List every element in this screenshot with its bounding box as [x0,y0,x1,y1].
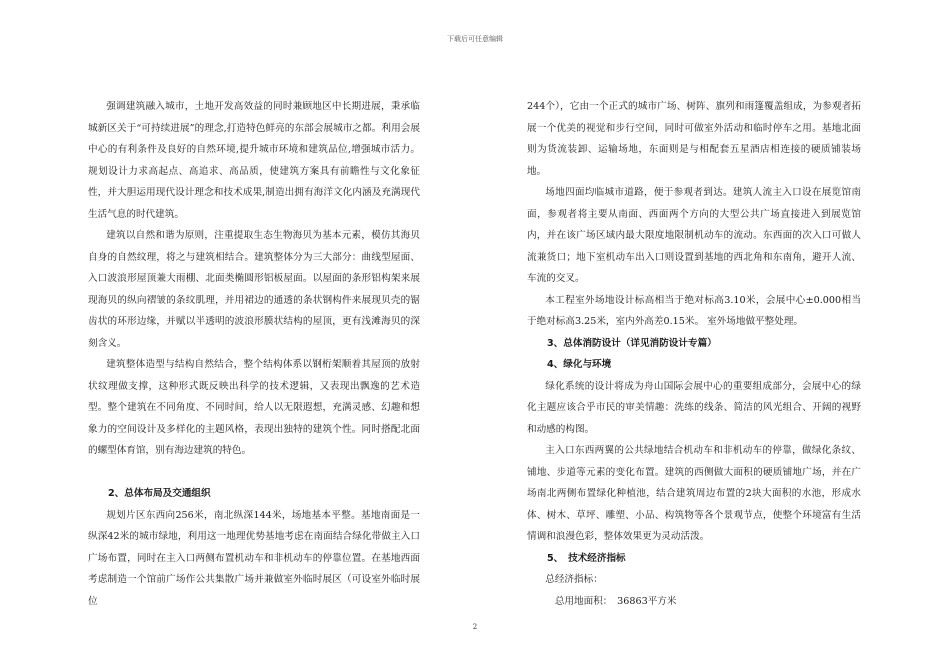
page-number: 2 [472,623,478,631]
heading-fire-protection: 3、总体消防设计（详见消防设计专篇） [547,337,717,349]
paragraph-landscape: 主入口东西两翼的公共绿地结合机动车和非机动车的停靠，做绿化条纹、铺地、步道等元素的变化布置。建筑的西侧做大面积的硬质铺地广场，并在广场南北两侧布置绿化种植池，结合建筑周边布置的2块大面积的水池，形成水体、树木、草坪、雕塑、小品、构筑物等各个景观节点，使整个环境富有生活情调和浪漫色彩，整体效果更为灵动活泼。 [527,445,861,542]
heading-greening: 4、绿化与环境 [547,359,612,370]
paragraph-structure: 建筑整体造型与结构自然结合，整个结构体系以钢桁架顺着其屋顶的放射状纹理做支撑，这种形式既反映出科学的技术逻辑，又表现出飘逸的艺术造型。整个建筑在不同角度、不同时间，给人以无限遐想，充满灵感、幻趣和想象力的空间设计及多样化的主题风格，表现出独特的建筑个性。同时搭配北面的螺型体育馆，别有海边建筑的特色。 [88,359,420,456]
paragraph-greening-theme: 绿化系统的设计将成为舟山国际会展中心的重要组成部分，会展中心的绿化主题应该合乎市民的审美情趣：洗练的线条、简洁的风光组合、开阔的视野和动感的构图。 [527,380,861,435]
heading-layout-traffic: 2、总体布局及交通组织 [108,488,211,499]
header-watermark: 下载后可任意编辑 [447,35,503,43]
paragraph-shell-form: 建筑以自然和谐为原则，注重提取生态生物海贝为基本元素，模仿其海贝自身的自然纹理，将之与建筑相结合。建筑整体分为三大部分：曲线型屋面、入口波浪形屋顶兼大雨棚、北面类椭圆形铝板屋面。以屋面的条形铝构架来展现海贝的纵向褶皱的条纹肌理，并用裙边的通透的条状钢构件来展现贝壳的锯齿状的环形边缘，并赋以半透明的波浪形膜状结构的屋顶，更有浅滩海贝的深刻含义。 [88,230,420,349]
paragraph-elevation: 本工程室外场地设计标高相当于绝对标高3.10米，会展中心±0.000相当于绝对标高3.25米，室内外高差0.15米。 室外场地做平整处理。 [527,294,861,327]
right-column [527,96,861,612]
heading-technical-indicators: 5、 技术经济指标 [547,552,626,564]
paragraph-access: 场地四面均临城市道路，便于参观者到达。建筑人流主入口设在展览馆南面，参观者将主要从南面、西面两个方向的大型公共广场直接进入到展览馆内，并在该广场区域内最大限度地限制机动车的流动。东西面的次入口可做人流兼货口；地下室机动车出入口则设置到基地的西北角和东南角，避开人流、车流的交叉。 [527,187,861,284]
paragraph-site-plan: 规划片区东西向256米，南北纵深144米，场地基本平整。基地南面是一纵深42米的城市绿地，利用这一地理优势基地考虑在南面结合绿化带做主入口广场布置，同时在主入口两侧布置机动车和非机动车的停靠位置。在基地西面考虑制造一个馆前广场作公共集散广场并兼做室外临时展区（可设室外临时展位 [88,509,420,607]
paragraph-total-area: 总用地面积： 36863平方米 [545,595,677,607]
left-column [88,96,420,612]
paragraph-design-concept: 强调建筑融入城市，土地开发高效益的同时兼顾地区中长期进展，秉承临城新区关于“可持续进展”的理念,打造特色鲜亮的东部会展城市之都。利用会展中心的有利条件及良好的自然环境,提升城市环境和建筑品位,增强城市活力。规划设计力求高起点、高追求、高品质，使建筑方案具有前瞻性与文化象征性，并大胆运用现代设计理念和技术成果,制造出拥有海洋文化内涵及充满现代生活气息的时代建筑。 [88,101,420,220]
paragraph-indicators-label: 总经济指标： [545,574,603,585]
paragraph-plaza: 244个），它由一个正式的城市广场、树阵、旗列和雨篷覆盖组成，为参观者拓展一个优美的视觉和步行空间，同时可做室外活动和临时停车之用。基地北面则为货流装卸、运输场地，东面则是与相配套五星酒店相连接的硬质铺装场地。 [527,101,861,177]
